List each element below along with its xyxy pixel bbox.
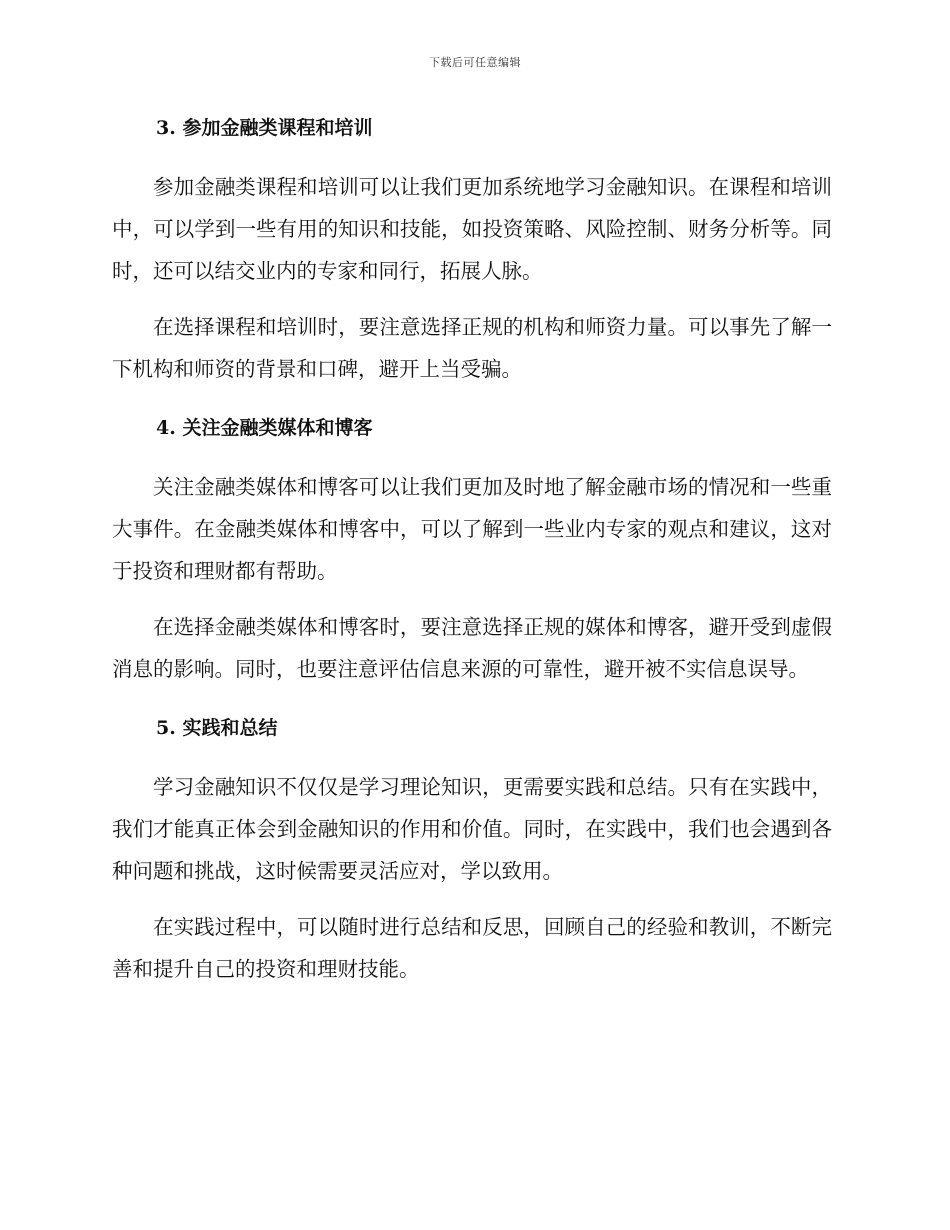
paragraph: 在选择课程和培训时，要注意选择正规的机构和师资力量。可以事先了解一下机构和师资的背景和口碑，避开上当受骗。 [112, 315, 832, 381]
section-5 [112, 712, 832, 990]
paragraph: 在选择金融类媒体和博客时，要注意选择正规的媒体和博客，避开受到虚假消息的影响。同时，也要注意评估信息来源的可靠性，避开被不实信息误导。 [112, 615, 832, 681]
document-body [112, 112, 832, 990]
section-heading: 4. 关注金融类媒体和博客 [156, 417, 373, 439]
section-3 [112, 112, 832, 390]
paragraph: 参加金融类课程和培训可以让我们更加系统地学习金融知识。在课程和培训中，可以学到一些有用的知识和技能，如投资策略、风险控制、财务分析等。同时，还可以结交业内的专家和同行，拓展人脉。 [112, 175, 832, 283]
paragraph: 学习金融知识不仅仅是学习理论知识，更需要实践和总结。只有在实践中，我们才能真正体会到金融知识的作用和价值。同时，在实践中，我们也会遇到各种问题和挑战，这时候需要灵活应对，学以致用。 [112, 775, 832, 883]
section-heading: 5. 实践和总结 [156, 717, 278, 739]
paragraph: 在实践过程中，可以随时进行总结和反思，回顾自己的经验和教训，不断完善和提升自己的投资和理财技能。 [112, 915, 832, 981]
section-4 [112, 412, 832, 690]
header-note: 下载后可任意编辑 [429, 56, 521, 69]
paragraph: 关注金融类媒体和博客可以让我们更加及时地了解金融市场的情况和一些重大事件。在金融类媒体和博客中，可以了解到一些业内专家的观点和建议，这对于投资和理财都有帮助。 [112, 475, 832, 583]
section-heading: 3. 参加金融类课程和培训 [156, 117, 373, 139]
